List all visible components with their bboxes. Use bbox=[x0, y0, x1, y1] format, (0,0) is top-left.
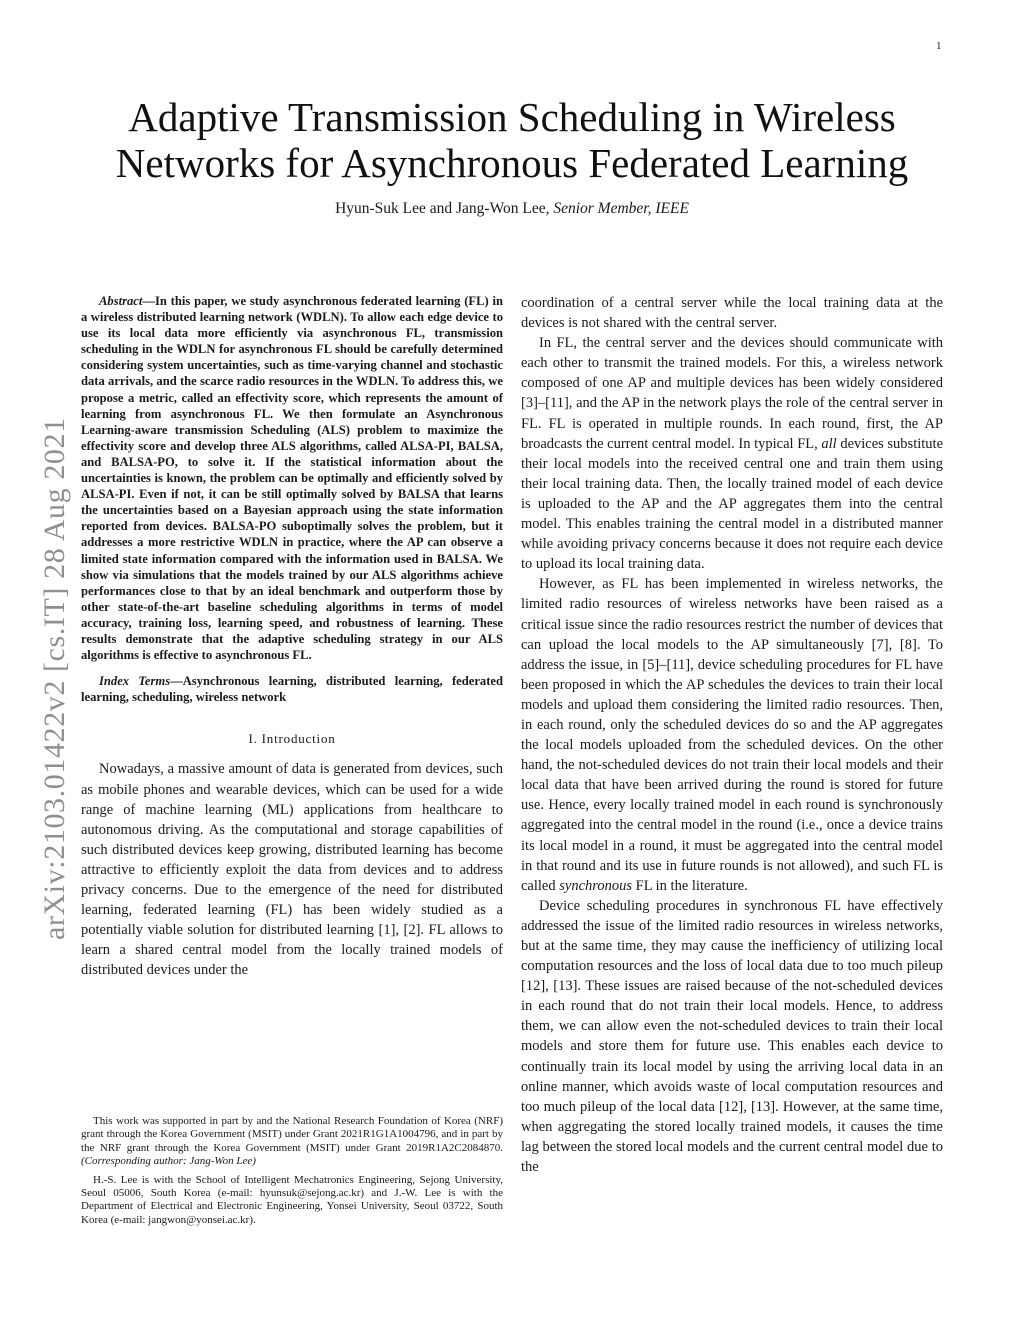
funding-footnote bbox=[81, 1115, 503, 1169]
right-p2-text-a: In FL, the central server and the devices should communicate with each other to transmit the trained models. For this, a wireless network composed of one AP and multiple devices has been widely considered [3]–[11], and the AP in the network plays the role of the central server in FL. FL is operated in multiple rounds. In each round, first, the AP broadcasts the current central model. In typical FL, bbox=[521, 335, 943, 452]
right-p3-text-b: FL in the literature. bbox=[632, 877, 748, 894]
left-column bbox=[81, 293, 503, 980]
abstract bbox=[81, 293, 503, 663]
intro-paragraph: Nowadays, a massive amount of data is generated from devices, such as mobile phones and wearable devices, which can be used for a wide range of machine learning (ML) applications from healthcare to autonomous driving. As the computational and storage capabilities of such distributed devices keep growing, distributed learning has become attractive to efficiently exploit the data from devices and to address privacy concerns. Due to the emergence of the need for distributed learning, federated learning (FL) has been widely studied as a potentially viable solution for distributed learning [1], [2]. FL allows to learn a shared central model from the locally trained models of distributed devices under the bbox=[81, 761, 503, 979]
abstract-label: Abstract bbox=[99, 294, 143, 308]
author-names: Hyun-Suk Lee and Jang-Won Lee, bbox=[335, 200, 550, 217]
right-paragraph-3 bbox=[521, 574, 943, 896]
index-terms-text: —Asynchronous learning, distributed learning, federated learning, scheduling, wireless network bbox=[81, 674, 503, 705]
index-terms-label: Index Terms bbox=[99, 674, 171, 689]
footnotes bbox=[81, 1115, 503, 1227]
title-line-1: Adaptive Transmission Scheduling in Wireless bbox=[128, 94, 896, 140]
index-terms bbox=[81, 673, 503, 705]
page-number: 1 bbox=[936, 40, 942, 52]
abstract-text: —In this paper, we study asynchronous federated learning (FL) in a wireless distributed learning network (WDLN). To allow each edge device to use its local data more efficiently via asynchronous FL, transmission scheduling in the WDLN for asynchronous FL should be carefully determined considering system uncertainties, such as time-varying channel and stochastic data arrivals, and the scarce radio resources in the WDLN. To address this, we propose a metric, called an effectivity score, which represents the amount of learning from asynchronous FL. We then formulate an Asynchronous Learning-aware transmission Scheduling (ALS) problem to maximize the effectivity score and develop three ALS algorithms, called ALSA-PI, BALSA, and BALSA-PO, to solve it. If the statistical information about the uncertainties is known, the problem can be optimally and efficiently solved by ALSA-PI. Even if not, it can be still optimally solved by BALSA that learns the uncertainties based on a Bayesian approach using the state information reported from devices. BALSA-PO suboptimally solves the problem, but it addresses a more restrictive WDLN in practice, where the AP can observe a limited state information compared with the information used in BALSA. We show via simulations that the models trained by our ALS algorithms achieve performances close to that by an ideal benchmark and outperform those by other state-of-the-art baseline scheduling algorithms in terms of model accuracy, training loss, learning speed, and robustness of learning. These results demonstrate that the adaptive scheduling strategy in our ALS algorithms is effective to asynchronous FL. bbox=[81, 294, 503, 663]
funding-text: This work was supported in part by and the National Research Foundation of Korea (NRF) grant through the Korea Government (MSIT) under Grant 2021R1G1A1004796, and in part by the NRF grant through the Korea Government (MSIT) under Grant 2019R1A2C2084870. bbox=[81, 1115, 503, 1154]
right-paragraph-4: Device scheduling procedures in synchronous FL have effectively addressed the issue of the limited radio resources in wireless networks, but at the same time, they may cause the inefficiency of utilizing local computation resources and the loss of local data due to too much pileup [12], [13]. These issues are raised because of the not-scheduled devices in each round that do not train their local models. Hence, to address them, we can allow even the not-scheduled devices to train their local models and store them for future use. This enables each device to continually train its local model by using the arriving local data in an online manner, which avoids waste of local computation resources and too much pileup of the local data [12], [13]. However, at the same time, when aggregating the stored locally trained models, it causes the time lag between the stored local models and the current central model due to the bbox=[521, 897, 943, 1176]
arxiv-stamp: arXiv:2103.01422v2 [cs.IT] 28 Aug 2021 bbox=[38, 417, 71, 940]
paper-title bbox=[80, 94, 944, 186]
right-paragraph-1: coordination of a central server while the local training data at the devices is not shared with the central server. bbox=[521, 295, 943, 332]
title-line-2: Networks for Asynchronous Federated Learning bbox=[115, 140, 909, 186]
right-paragraph-2 bbox=[521, 333, 943, 574]
right-p2-text-b: devices substitute their local models into the received central one and train them using their local training data. Then, the locally trained model of each device is uploaded to the AP and the AP aggregates them into the central model. This enables training the central model in a distributed manner while avoiding privacy concerns because it does not require each device to upload its local training data. bbox=[521, 435, 944, 573]
corresponding-author: (Corresponding author: Jang-Won Lee) bbox=[81, 1155, 256, 1168]
affiliation-footnote: H.-S. Lee is with the School of Intelligent Mechatronics Engineering, Sejong University, Seoul 05006, South Korea (e-mail: hyunsuk@sejong.ac.kr) and J.-W. Lee is with the Department of Electrical and Electronic Engineering, Yonsei University, Seoul 03722, South Korea (e-mail: jangwon@yonsei.ac.kr). bbox=[81, 1173, 503, 1226]
right-p2-emphasis: all bbox=[821, 435, 837, 452]
author-line bbox=[80, 200, 944, 218]
right-p3-text-a: However, as FL has been implemented in wireless networks, the limited radio resources of wireless networks have been raised as a critical issue since the radio resources restrict the number of devices that can upload the local models to the AP simultaneously [7], [8]. To address the issue, in [5]–[11], device scheduling procedures for FL have been proposed in which the AP schedules the devices to train their local models and upload them considering the limited radio resources. Then, in each round, only the scheduled devices do so and the AP aggregates the local models uploaded from the scheduled devices. On the other hand, the not-scheduled devices do not train their local models and their local data that have been arrived during the round is stored for future use. Hence, every locally trained model in each round is synchronously aggregated into the central model in the round (i.e., once a device trains its local model in a round, it must be aggregated into the central model in that round and its use in future rounds is not allowed), and such FL is called bbox=[521, 576, 943, 894]
right-column bbox=[521, 293, 943, 1177]
author-membership: Senior Member, IEEE bbox=[549, 200, 689, 217]
section-heading: I. Introduction bbox=[248, 731, 336, 747]
right-p3-emphasis: synchronous bbox=[559, 877, 633, 894]
